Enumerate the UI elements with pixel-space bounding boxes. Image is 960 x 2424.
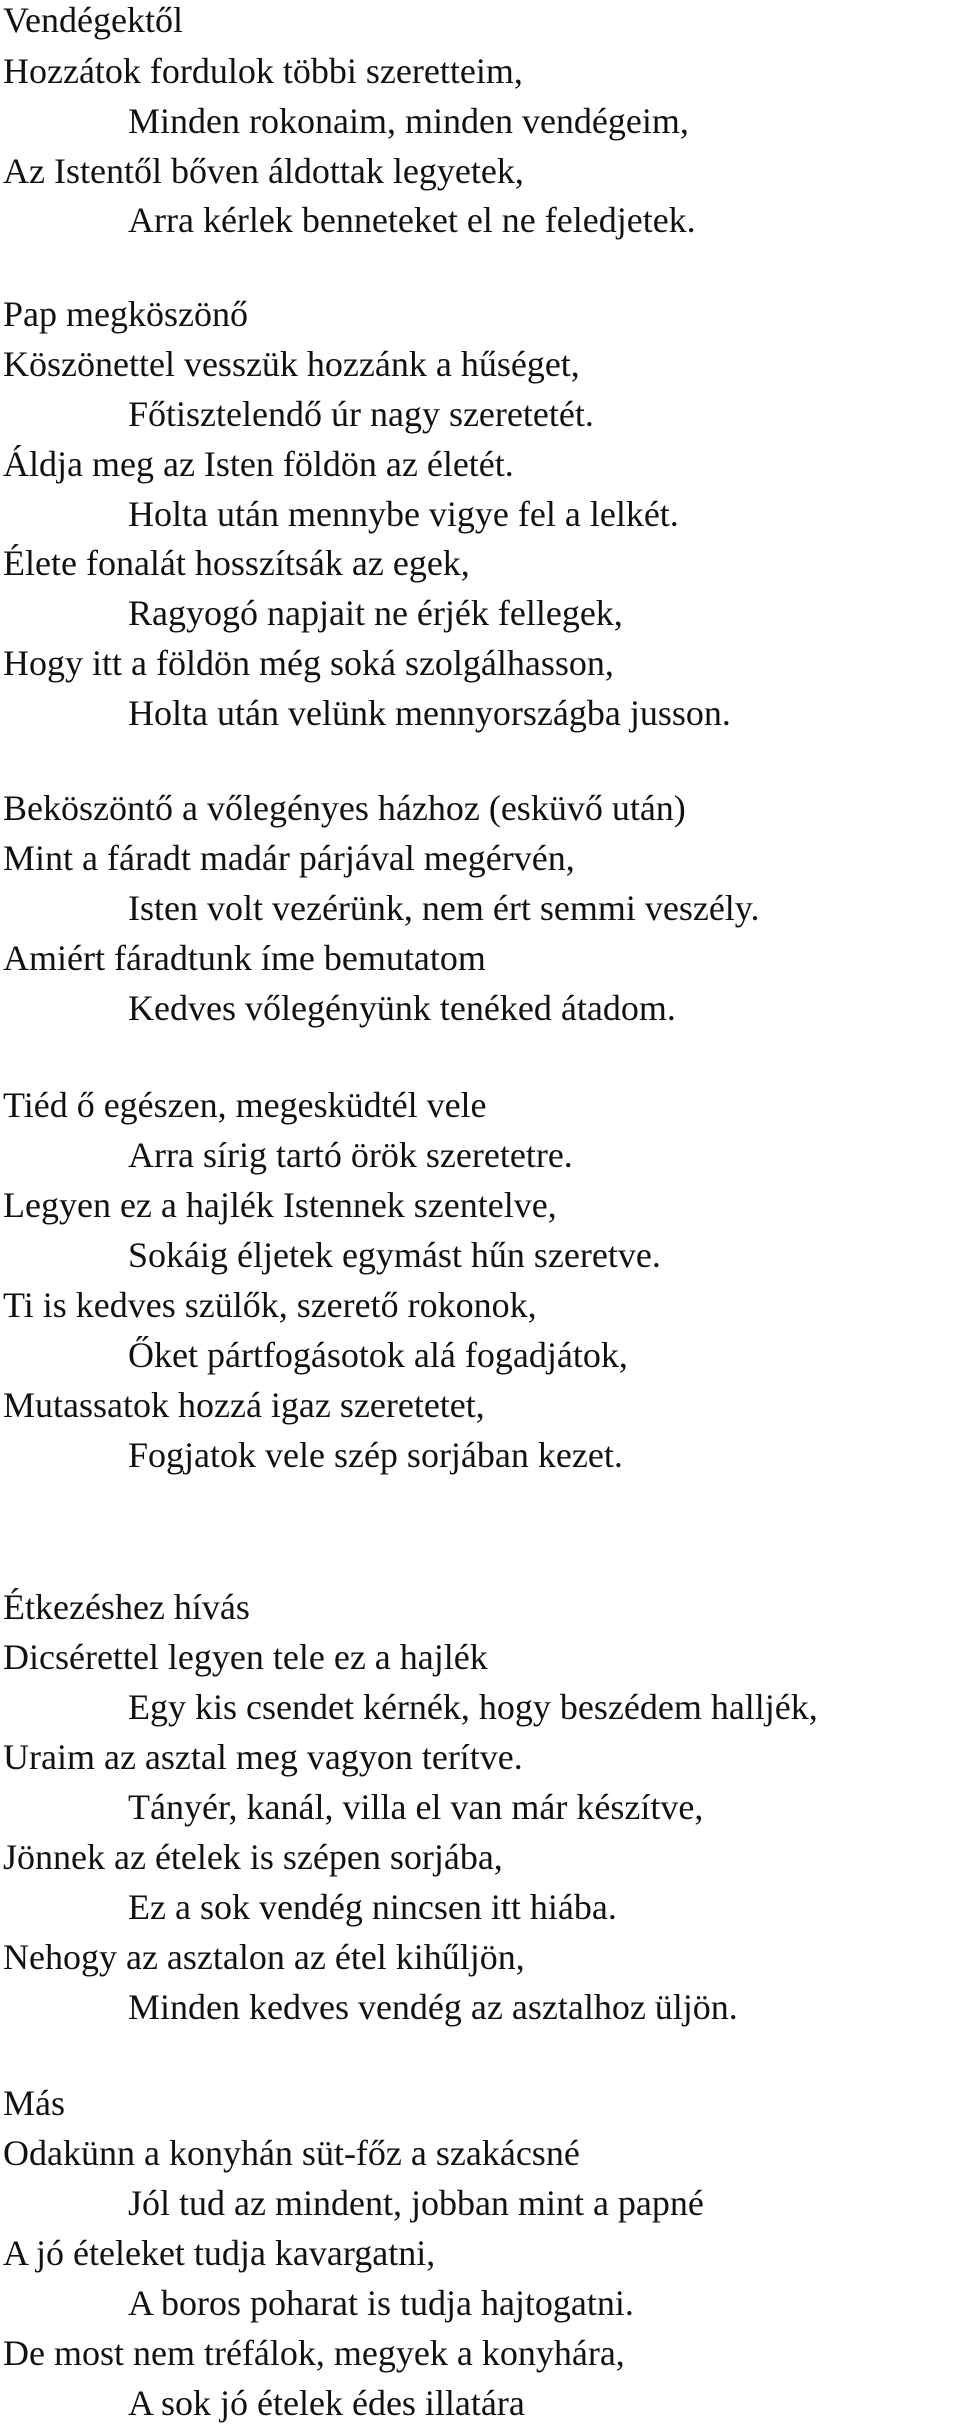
section-title: Vendégektől	[3, 0, 183, 40]
poem-line: Holta után mennybe vigye fel a lelkét.	[128, 494, 679, 534]
poem-line: Minden kedves vendég az asztalhoz üljön.	[128, 1987, 738, 2027]
poem-line: Jönnek az ételek is szépen sorjába,	[3, 1837, 503, 1877]
poem-line: Egy kis csendet kérnék, hogy beszédem halljék,	[128, 1687, 818, 1727]
poem-line: Holta után velünk mennyországba jusson.	[128, 693, 731, 733]
poem-line: Odakünn a konyhán süt-főz a szakácsné	[3, 2133, 580, 2173]
poem-line: Arra kérlek benneteket el ne feledjetek.	[128, 200, 696, 240]
poem-line: Tányér, kanál, villa el van már készítve,	[128, 1787, 704, 1827]
section-title: Pap megköszönő	[3, 294, 248, 334]
poem-line: A jó ételeket tudja kavargatni,	[3, 2233, 436, 2273]
poem-line: Élete fonalát hosszítsák az egek,	[3, 543, 470, 583]
poem-line: A boros poharat is tudja hajtogatni.	[128, 2283, 634, 2323]
poem-line: Sokáig éljetek egymást hűn szeretve.	[128, 1235, 661, 1275]
poem-line: Isten volt vezérünk, nem ért semmi veszély.	[128, 888, 760, 928]
poem-line: Ragyogó napjait ne érjék fellegek,	[128, 593, 623, 633]
poem-line: Uraim az asztal meg vagyon terítve.	[3, 1737, 523, 1777]
section-title: Étkezéshez hívás	[3, 1587, 250, 1627]
poem-line: Legyen ez a hajlék Istennek szentelve,	[3, 1185, 557, 1225]
poem-line: Mint a fáradt madár párjával megérvén,	[3, 838, 575, 878]
poem-line: De most nem tréfálok, megyek a konyhára,	[3, 2333, 625, 2373]
poem-line: Ti is kedves szülők, szerető rokonok,	[3, 1285, 537, 1325]
section-title: Más	[3, 2083, 65, 2123]
poem-line: Minden rokonaim, minden vendégeim,	[128, 101, 689, 141]
poem-line: Áldja meg az Isten földön az életét.	[3, 444, 514, 484]
poem-line: Az Istentől bőven áldottak legyetek,	[3, 151, 524, 191]
poem-line: Mutassatok hozzá igaz szeretetet,	[3, 1385, 485, 1425]
poem-line: Főtisztelendő úr nagy szeretetét.	[128, 394, 594, 434]
section-title: Beköszöntő a vőlegényes házhoz (esküvő után)	[3, 788, 686, 828]
poem-line: Hozzátok fordulok többi szeretteim,	[3, 51, 523, 91]
poem-line: Dicsérettel legyen tele ez a hajlék	[3, 1637, 488, 1677]
poem-line: Köszönettel vesszük hozzánk a hűséget,	[3, 344, 580, 384]
poem-line: Jól tud az mindent, jobban mint a papné	[128, 2183, 704, 2223]
poem-line: Őket pártfogásotok alá fogadjátok,	[128, 1335, 628, 1375]
poem-line: Hogy itt a földön még soká szolgálhasson,	[3, 643, 614, 683]
poem-line: A sok jó ételek édes illatára	[128, 2383, 525, 2423]
poem-line: Arra sírig tartó örök szeretetre.	[128, 1135, 573, 1175]
poem-line: Fogjatok vele szép sorjában kezet.	[128, 1435, 623, 1475]
poem-line: Tiéd ő egészen, megesküdtél vele	[3, 1085, 487, 1125]
poem-line: Ez a sok vendég nincsen itt hiába.	[128, 1887, 617, 1927]
poem-line: Amiért fáradtunk íme bemutatom	[3, 938, 486, 978]
poem-line: Nehogy az asztalon az étel kihűljön,	[3, 1937, 525, 1977]
poem-line: Kedves vőlegényünk tenéked átadom.	[128, 988, 676, 1028]
